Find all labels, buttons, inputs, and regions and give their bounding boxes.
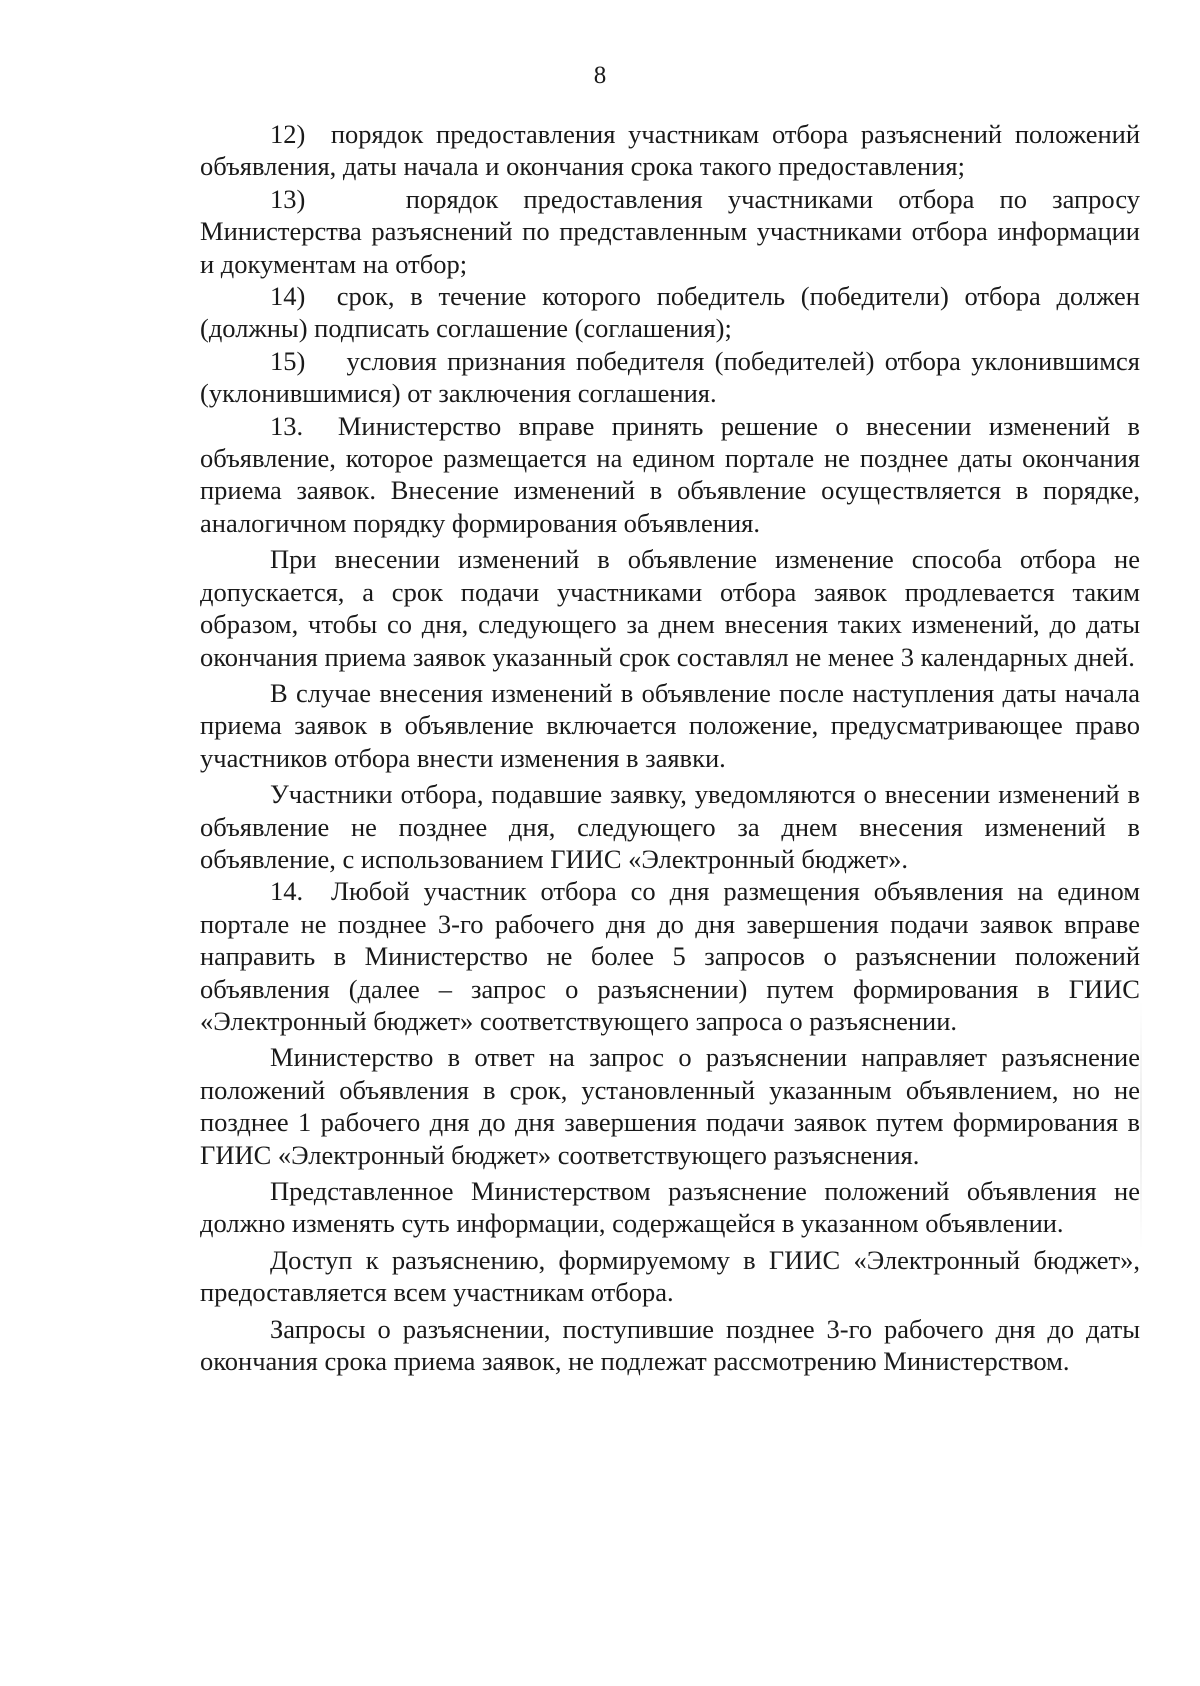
paragraph-changes-after-start: В случае внесения изменений в объявление после наступления даты начала приема заявок в объявление включается положение, предусматривающее право участников отбора внести изменения в заявки. xyxy=(200,677,1140,773)
paragraph-item-13: 13) порядок предоставления участниками отбора по запросу Министерства разъяснений по представленным участниками отбора информации и документам на отбор; xyxy=(200,183,1140,279)
paragraph-late-requests: Запросы о разъяснении, поступившие позднее 3-го рабочего дня до даты окончания срока приема заявок, не подлежат рассмотрению Министерством. xyxy=(200,1313,1140,1377)
paragraph-notification: Участники отбора, подавшие заявку, уведомляются о внесении изменений в объявление не позднее дня, следующего за днем внесения изменений в объявление, с использованием ГИИС «Электронный бюджет». xyxy=(200,779,1140,874)
paragraph-item-12: 12) порядок предоставления участникам отбора разъяснений положений объявления, даты начала и окончания срока такого предоставления; xyxy=(200,119,1140,182)
paragraph-clause-13: 13. Министерство вправе принять решение о внесении изменений в объявление, которое размещается на едином портале не позднее даты окончания приема заявок. Внесение изменений в объявление осуществляется в порядке, аналогичном порядку формирования объявления. xyxy=(200,410,1140,538)
paragraph-clarification-access: Доступ к разъяснению, формируемому в ГИИС «Электронный бюджет», предоставляется всем участникам отбора. xyxy=(200,1244,1140,1308)
paragraph-clause-14: 14. Любой участник отбора со дня размещения объявления на едином портале не позднее 3-го рабочего дня до дня завершения подачи заявок вправе направить в Министерство не более 5 запросов о разъяснении положений объявления (далее – запрос о разъяснении) путем формирования в ГИИС «Электронный бюджет» соответствующего запроса о разъяснении. xyxy=(200,876,1140,1036)
paragraph-item-15: 15) условия признания победителя (победителей) отбора уклонившимся (уклонившимися) от заключения соглашения. xyxy=(200,345,1140,409)
paragraph-changes-rules: При внесении изменений в объявление изменение способа отбора не допускается, а срок подачи участниками отбора заявок продлевается таким образом, чтобы со дня, следующего за днем внесения таких изменений, до даты окончания приема заявок указанный срок составлял не менее 3 календарных дней. xyxy=(200,544,1140,672)
page-number: 8 xyxy=(593,62,607,89)
paragraph-clarification-scope: Представленное Министерством разъяснение положений объявления не должно изменять суть информации, содержащейся в указанном объявлении. xyxy=(200,1176,1140,1239)
paragraph-ministry-response: Министерство в ответ на запрос о разъяснении направляет разъяснение положений объявления в срок, установленный указанным объявлением, но не позднее 1 рабочего дня до дня завершения подачи заявок путем формирования в ГИИС «Электронный бюджет» соответствующего разъяснения. xyxy=(200,1042,1140,1170)
scan-edge-mark xyxy=(1140,1000,1142,1250)
paragraph-item-14: 14) срок, в течение которого победитель (победители) отбора должен (должны) подписать соглашение (соглашения); xyxy=(200,281,1140,344)
document-body xyxy=(200,118,1140,1377)
